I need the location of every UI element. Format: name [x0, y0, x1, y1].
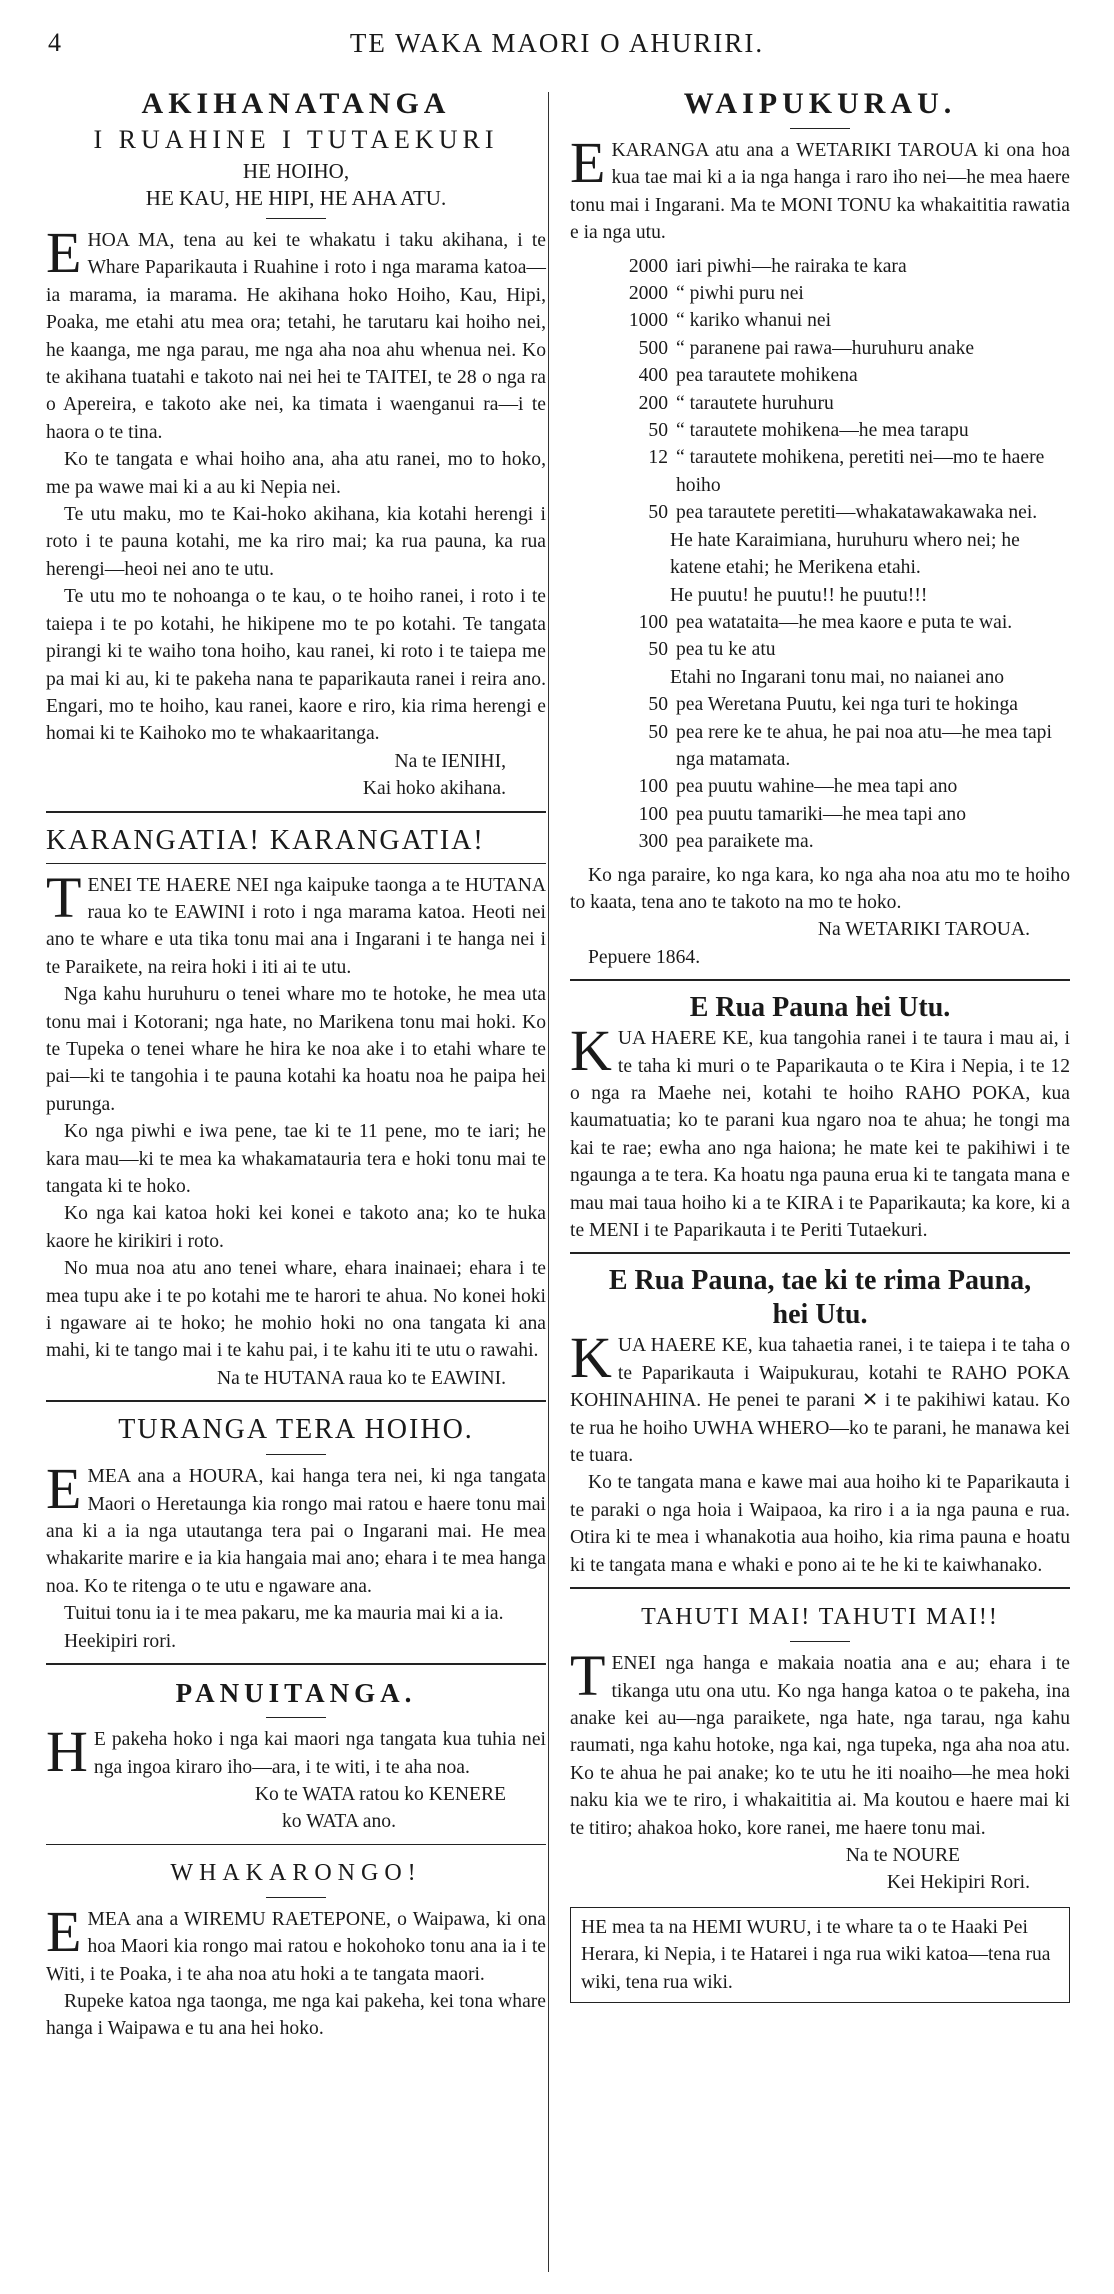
article-title: TURANGA TERA HOIHO.: [118, 1414, 474, 1446]
divider: [790, 1641, 850, 1642]
list-item: 100 pea watataita—he mea kaore e puta te wai.: [638, 611, 1013, 633]
divider: [570, 979, 1070, 981]
drop-cap: K: [570, 1018, 612, 1084]
article-title: KARANGATIA! KARANGATIA!: [46, 824, 485, 856]
article-whakarongo: [46, 1855, 546, 2043]
list-item: 100 pea puutu tamariki—he mea tapi ano: [638, 803, 966, 825]
drop-cap: E: [570, 130, 606, 195]
paragraph: Rupeke katoa nga taonga, me nga kai pakeha, kei tona whare hanga i Waipawa e tu ana hei hoko.: [46, 1990, 546, 2040]
article-akihanatanga: [46, 86, 546, 803]
list-item: 1000 “ kariko whanui nei: [628, 310, 832, 332]
signature: ko WATA ano.: [282, 1811, 396, 1833]
signature: Heekipiri rori.: [64, 1630, 177, 1652]
list-item: 300 pea paraikete ma.: [638, 831, 814, 853]
paragraph: Te utu mo te nohoanga o te kau, o te hoiho ranei, i roto i te taiepa i te po kotahi, he hikipene mo te po kotahi. Te tangata pirangi ki te waiho tona hoiho, kau ranei, ki roto i te taiepa me pa mai ki au, ki te pakeha nana te paparikauta ranei i reira ano. Engari, mo te hoiho, kau ranei, kaore e riro, kia rima herengi e homai ki te Kaihoko mo te whakaaritanga.: [46, 586, 546, 745]
signature: Na te IENIHI,: [394, 750, 506, 772]
article-subtitle: I RUAHINE I TUTAEKURI: [93, 125, 499, 154]
paragraph: EMEA ana a HOURA, kai hanga tera nei, ki nga tangata Maori o Heretaunga kia rongo mai ratou e haere tonu mai ana ki a ia nga utautanga tera pai o Ingarani mai. He mea whakarite marire e ia kia hangaia mai ano; ehara i te mea hanga noa. Ko te ritenga o te utu e ngaware ana.: [46, 1456, 546, 1597]
paragraph: KUA HAERE KE, kua tahaetia ranei, i te taiepa i te taha o te Paparikauta i Waipukurau, kotahi te RAHO POKA KOHINAHINA. He penei te parani ✕ i te pakihiwi katau. Ko te rua he hoiho UWHA WHERO—ko te parani, he manawa kei te tuara.: [570, 1325, 1070, 1467]
paragraph: EHOA MA, tena au kei te whakatu i taku akihana, i te Whare Paparikauta i Ruahine i roto i nga marama katoa—ia marama, ia marama. He akihana hoko Hoiho, Kau, Hipi, Poaka, me etahi atu mea ora; tetahi, he tarutaru kai hoiho nei, he kaanga, me nga parau, me nga aha noa ahu whenua nei. Ko te akihana tuatahi e takoto nai nei hei te TAITEI, te 28 o nga ra o Apereira, e takoto ake nei, ka timata i waenganui ra—i te haora o te tina.: [46, 220, 546, 443]
list-item: 100 pea puutu wahine—he mea tapi ano: [638, 776, 958, 798]
article-e-rua-pauna-rima: [570, 1264, 1070, 1579]
article-title: AKIHANATANGA: [141, 87, 451, 120]
signature: Na WETARIKI TAROUA.: [817, 919, 1030, 941]
paragraph: TENEI nga hanga e makaia noatia ana e au; ehara i te tikanga utu ona utu. Ko nga hanga katoa o te pakeha, ina anake kei au—nga paraikete, nga hate, nga tarau, nga kahu raumati, nga kahu hotoke, nga kai, nga tupeka, nga aha noa atu. Ko te ahua he pai anake; ko te utu he iti noaiho—he mea hoki naku kia we te riro, i whakaititia ai. Ma koutou e haere mai ki te titiro; ahakoa hoko, kore ranei, me haere tonu mai.: [570, 1643, 1070, 1839]
article-panuitanga: [46, 1675, 546, 1836]
drop-cap: T: [46, 864, 82, 930]
list-item: 200 “ tarautete huruhuru: [638, 392, 834, 414]
divider: [46, 1400, 546, 1402]
article-title: E Rua Pauna hei Utu.: [689, 992, 951, 1024]
list-note: He hate Karaimiana, huruhuru whero nei; he katene etahi; he Merikena etahi.: [670, 529, 1020, 579]
list-item: 400 pea tarautete mohikena: [638, 365, 858, 387]
list-item: 500 “ paranene pai rawa—huruhuru anake: [638, 337, 975, 359]
list-item: 50 pea Weretana Puutu, kei nga turi te hokinga: [648, 694, 1018, 716]
list-item: 2000 iari piwhi—he rairaka te kara: [628, 255, 907, 277]
right-column: [570, 86, 1070, 2003]
divider: [46, 811, 546, 813]
divider: [266, 1454, 326, 1455]
paragraph: Tuitui tonu ia i te mea pakaru, me ka mauria mai ki a ia.: [64, 1603, 504, 1625]
left-column: [46, 86, 546, 2043]
column-divider: [548, 92, 549, 2272]
divider: [46, 1663, 546, 1665]
list-item: 50 pea rere ke te ahua, he pai noa atu—he mea tapi nga matamata.: [648, 721, 1052, 770]
drop-cap: E: [46, 220, 82, 285]
list-item: 2000 “ piwhi puru nei: [628, 283, 804, 305]
list-note: Etahi no Ingarani tonu mai, no naianei ano: [670, 666, 1005, 688]
paragraph: EKARANGA atu ana a WETARIKI TAROUA ki ona hoa kua tae mai ki a ia nga hanga i raro iho nei—he mea haere tonu mai i Ingarani. Ma te MONI TONU ka whakaititia rawatia e ia nga utu.: [570, 130, 1070, 244]
divider: [266, 218, 326, 219]
list-note: He puutu! he puutu!! he puutu!!!: [670, 584, 928, 606]
goods-list: [590, 253, 1070, 856]
drop-cap: T: [570, 1643, 606, 1709]
article-title: WHAKARONGO!: [170, 1859, 422, 1886]
article-title: WAIPUKURAU.: [683, 87, 957, 120]
divider: [570, 1587, 1070, 1589]
drop-cap: K: [570, 1325, 612, 1391]
paragraph: H E pakeha hoko i nga kai maori nga tangata kua tuhia nei nga ingoa kiraro iho—ara, i te witi, i te aha noa.: [46, 1719, 546, 1785]
paragraph: Te utu maku, mo te Kai-hoko akihana, kia kotahi herengi i roto i te pauna kotahi, me ka riro mai; ka rua pauna, ka rua herengi—heoi nei ano te utu.: [46, 504, 546, 580]
list-item: 50 pea tarautete peretiti—whakatawakawaka nei.: [648, 502, 1038, 524]
paragraph: EMEA ana a WIREMU RAETEPONE, o Waipawa, ki ona hoa Maori kia rongo mai ratou e hokohoko tonu ana ia i te Witi, i te Poaka, i te aha noa atu hoki a te tangata maori.: [46, 1898, 546, 1985]
article-subheading: HE HOIHO,: [242, 159, 350, 183]
drop-cap: E: [46, 1456, 82, 1522]
article-karangatia: [46, 823, 546, 1393]
divider: [790, 128, 850, 129]
list-item: 50 “ tarautete mohikena—he mea tarapu: [648, 420, 969, 442]
drop-cap: H: [46, 1719, 88, 1785]
paragraph: Ko te tangata mana e kawe mai aua hoiho ki te Paparikauta i te paraki o nga hoia i Waipaoa, ka riro i a ia nga pauna e rua. Otira ki te mea i whanakotia aua hoiho, kia rima pauna e hoatu ki te tangata mana e whaki e pono ai te he ki te kaiwhanako.: [570, 1472, 1070, 1576]
article-waipukurau: [570, 86, 1070, 971]
paragraph: Ko nga paraire, ko nga kara, ko nga aha noa atu mo te hoiho to kaata, tena ano te takoto na mo te hoko.: [570, 864, 1070, 913]
article-title: PANUITANGA.: [175, 1678, 417, 1709]
signature: Na te NOURE: [845, 1844, 960, 1866]
signature: Ko te WATA ratou ko KENERE: [254, 1783, 506, 1805]
paragraph: KUA HAERE KE, kua tangohia ranei i te taura i mau ai, i te taha ki muri o te Paparikauta o te Kira i Nepia, i te 12 o nga ra Maehe nei, kotahi te hoiho RAHO POKA, kua kaumatuatia; ko te parani kua ngaro noa te ahua; he tongi ma kai te rae; ewha ano nga haiona; he mate kei te pakihiwi i te ngaunga a te tera. Ka hoatu nga pauna erua ki te tangata mana e mau mai taua hoiho ki a te KIRA i te Paparikauta; ka kore, ki a te MENI i te Paparikauta i te Periti Tutaekuri.: [570, 1018, 1070, 1242]
article-tahuti-mai: [570, 1599, 1070, 1897]
signature: Kai hoko akihana.: [362, 778, 506, 800]
article-title: TAHUTI MAI! TAHUTI MAI!!: [641, 1604, 999, 1631]
divider: [46, 863, 546, 864]
article-title: hei Utu.: [772, 1299, 868, 1331]
paragraph: Ko te tangata e whai hoiho ana, aha atu ranei, mo to hoko, me pa wawe mai ki a au ki Nepia nei.: [46, 449, 546, 498]
list-item: 50 pea tu ke atu: [648, 639, 776, 661]
page-number: 4: [48, 28, 61, 57]
divider: [266, 1717, 326, 1718]
divider: [266, 1897, 326, 1898]
signature: Kei Hekipiri Rori.: [886, 1872, 1030, 1894]
article-turanga-tera: [46, 1412, 546, 1655]
paragraph: Nga kahu huruhuru o tenei whare mo te hotoke, he mea uta tonu mai i Kotorani; nga hate, no Marikena tonu mai hoki. Ko te Tupeka o tenei whare he hira ke noa ake i to etahi whare te pai—ki te tangohia i te pauna kotahi ka hoatu noa he paipa hei purunga.: [46, 984, 546, 1115]
divider: [570, 1252, 1070, 1254]
date-line: Pepuere 1864.: [588, 946, 701, 968]
article-subheading: HE KAU, HE HIPI, HE AHA ATU.: [145, 186, 447, 210]
paragraph: Ko nga piwhi e iwa pene, tae ki te 11 pene, mo te iari; he kara mau—ki te mea ka whakamatauria tera e hoki tonu mai te tangata ki te hoko.: [46, 1121, 546, 1197]
article-e-rua-pauna: [570, 991, 1070, 1244]
divider: [46, 1844, 546, 1845]
masthead: TE WAKA MAORI O AHURIRI.: [349, 28, 765, 58]
paragraph: Ko nga kai katoa hoki kei konei e takoto ana; ko te huka kaore he kirikiri i roto.: [46, 1203, 546, 1252]
signature: Na te HUTANA raua ko te EAWINI.: [216, 1367, 506, 1389]
paragraph: No mua noa atu ano tenei whare, ehara inainaei; ehara i te mea tupu ake i te po kotahi me te harori te ahua. No konei hoki i ngaware ai te hoko; he mohio hoki no ona tangata ki ana mahi, ki te tango mai i te kahu pai, i te kahu iti te utu o rawahi.: [46, 1258, 546, 1362]
drop-cap: E: [46, 1898, 82, 1964]
paragraph: TENEI TE HAERE NEI nga kaipuke taonga a te HUTANA raua ko te EAWINI i roto i nga marama katoa. Heoti nei ano te whare e uta tika tonu mai ana i Ingarani i te hanga nei i te Paraikete, na reira hoki i iti ai te utu.: [46, 864, 546, 978]
imprint-box: HE mea ta na HEMI WURU, i te whare ta o te Haaki Pei Herara, ki Nepia, i te Hatarei i nga rua wiki katoa—tena rua wiki, tena rua wiki.: [570, 1907, 1070, 2003]
article-title: E Rua Pauna, tae ki te rima Pauna,: [608, 1265, 1032, 1297]
list-item: 12 “ tarautete mohikena, peretiti nei—mo te haere hoiho: [648, 447, 1045, 496]
